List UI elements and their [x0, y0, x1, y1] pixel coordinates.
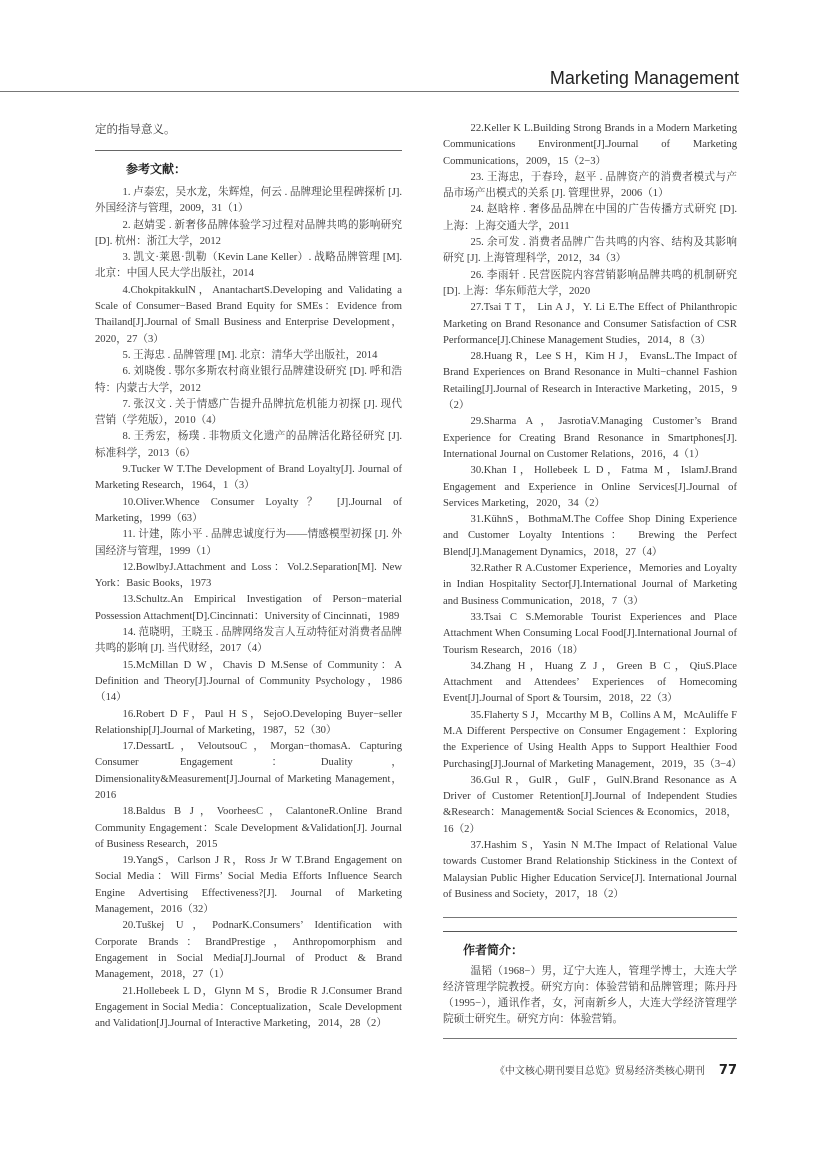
running-header-title: Marketing Management — [549, 68, 739, 88]
page-footer — [0, 1063, 737, 1080]
author-bio-box — [443, 917, 737, 1039]
references-heading: 参考文献： — [126, 162, 187, 176]
bio-divider-top — [443, 917, 737, 918]
reference-entry: 20.Tuškej U，PodnarK.Consumers’ Identification with Corporate Brands：BrandPrestige，Anthropomorphism and Engagement in Social Media[J].Journal of Product & Brand Management，2018，27（1） — [95, 920, 402, 981]
reference-entry: 36.Gul R，GulR，GulF，GulN.Brand Resonance as A Driver of Customer Retention[J].Journal of Independent Studies &Research：Management& Social Sciences & Economics，2018，16（2） — [443, 774, 737, 835]
reference-entry: 33.Tsai C S.Memorable Tourist Experiences and Place Attachment When Consuming Local Food[J].International Journal of Tourism Research，2016（18） — [443, 611, 737, 656]
reference-entry: 3. 凯文·莱恩·凯勒（Kevin Lane Keller）. 战略品牌管理 [M]. 北京：中国人民大学出版社，2014 — [95, 252, 402, 280]
body-text-end: 定的指导意义。 — [95, 124, 176, 136]
reference-entry: 15.McMillan D W，Chavis D M.Sense of Community：A Definition and Theory[J].Journal of Community Psychology，1986（14） — [95, 659, 402, 704]
reference-entry: 11. 计建，陈小平 . 品牌忠诚度行为——情感模型初探 [J]. 外国经济与管理，1999（1） — [95, 529, 402, 557]
reference-entry: 25. 余可发 . 消费者品牌广告共鸣的内容、结构及其影响研究 [J]. 上海管理科学，2012，34（3） — [443, 237, 737, 265]
reference-entry: 26. 李雨轩 . 民营医院内容营销影响品牌共鸣的机制研究 [D]. 上海：华东师范大学，2020 — [443, 269, 737, 297]
reference-entry: 5. 王海忠 . 品牌管理 [M]. 北京：清华大学出版社，2014 — [122, 349, 378, 361]
reference-entry: 18.Baldus B J，VoorheesC，CalantoneR.Online Brand Community Engagement：Scale Development &Validation[J]. Journal of Business Research，2015 — [95, 806, 402, 850]
bio-divider-top-inner — [443, 931, 737, 932]
reference-entry: 17.DessartL，VeloutsouC，Morgan−thomasA. Capturing Consumer Engagement：Duality，Dimensionality&Measurement[J].Journal of Marketing Management，2016 — [95, 741, 402, 801]
footer-journal-label: 《中文核心期刊要目总览》贸易经济类核心期刊 — [494, 1066, 705, 1078]
reference-entry: 30.Khan I，Hollebeek L D，Fatma M，IslamJ.Brand Engagement and Experience in Online Services[J].Journal of Services Marketing，2020，34（2） — [443, 465, 737, 509]
reference-entry: 21.Hollebeek L D，Glynn M S，Brodie R J.Consumer Brand Engagement in Social Media：Conceptualization，Scale Development and Validation[J].Journal of Interactive Marketing，2014，28（2） — [95, 985, 402, 1030]
page-number: 77 — [718, 1063, 737, 1079]
reference-entry: 10.Oliver.Whence Consumer Loyalty？ [J].Journal of Marketing，1999（63） — [95, 496, 402, 524]
right-column — [443, 121, 743, 1039]
reference-entry: 22.Keller K L.Building Strong Brands in a Modern Marketing Communications Environment[J].Journal of Marketing Communications，2009，15（2−3） — [443, 123, 737, 167]
reference-entry: 12.BowlbyJ.Attachment and Loss：Vol.2.Separation[M]. New York：Basic Books，1973 — [95, 561, 402, 590]
reference-entry: 32.Rather R A.Customer Experience，Memories and Loyalty in Indian Hospitality Sector[J].International Journal of Marketing and Business Communication，2018，7（3） — [443, 563, 737, 607]
reference-entry: 9.Tucker W T.The Development of Brand Loyalty[J]. Journal of Marketing Research，1964，1（3） — [95, 464, 402, 492]
references-divider — [95, 150, 402, 151]
reference-entry: 35.Flaherty S J，Mccarthy M B，Collins A M，McAuliffe F M.A Different Perspective on Consumer Engagement：Exploring the Experience of Using Health Apps to Support Healthier Food Purchasing[J].Journal of Marketing Management，2019，35（3−4） — [443, 709, 743, 770]
reference-entry: 7. 张汉文 . 关于情感广告提升品牌抗危机能力初探 [J]. 现代营销（学苑版），2010（4） — [95, 398, 402, 427]
reference-entry: 34.Zhang H，Huang Z J，Green B C，QiuS.Place Attachment and Attendees’ Experiences of Homecoming Event[J].Journal of Sport & Toursim，2018，22（3） — [443, 660, 737, 705]
author-heading: 作者简介： — [463, 943, 524, 958]
references-list-right — [443, 121, 743, 903]
reference-entry: 19.YangS，Carlson J R，Ross Jr W T.Brand Engagement on Social Media：Will Firms’ Social Media Efforts Influence Search Engine Advertising Effectiveness?[J]. Journal of Marketing Management，2016（32） — [95, 855, 402, 916]
reference-entry: 27.Tsai T T， Lin A J，Y. Li E.The Effect of Philanthropic Marketing on Brand Resonance and Consumer Satisfaction of CSR Performance[J].Chinese Management Studies，2014，8（3） — [443, 302, 737, 346]
left-column — [95, 121, 402, 1032]
reference-entry: 6. 刘晓俊 . 鄂尔多斯农村商业银行品牌建设研究 [D]. 呼和浩特：内蒙古大学，2012 — [95, 366, 402, 394]
reference-entry: 1. 卢泰宏，吴水龙，朱辉煌，何云 . 品牌理论里程碑探析 [J]. 外国经济与管理，2009，31（1） — [95, 187, 402, 215]
reference-entry: 13.Schultz.An Empirical Investigation of Person−material Possession Attachment[D].Cincinnati：University of Cincinnati，1989 — [95, 594, 402, 622]
reference-entry: 8. 王秀宏，杨璞 . 非物质文化遗产的品牌活化路径研究 [J]. 标准科学，2013（6） — [95, 431, 402, 459]
reference-entry: 31.KühnS，BothmaM.The Coffee Shop Dining Experience and Customer Loyalty Intentions： Brewing the Perfect Blend[J].Management Dynamics，2018，27（4） — [443, 514, 737, 558]
author-bio: 温韬（1968−）男，辽宁大连人，管理学博士，大连大学经济管理学院教授。研究方向：体验营销和品牌管理；陈丹丹（1995−），通讯作者，女，河南新乡人，大连大学经济管理学院硕士研究生。研究方向：体验营销。 — [443, 966, 737, 1026]
reference-entry: 16.Robert D F，Paul H S，SejoO.Developing Buyer−seller Relationship[J].Journal of Marketing，1987，52（30） — [95, 708, 402, 736]
reference-entry: 37.Hashim S，Yasin N M.The Impact of Relational Value towards Customer Brand Relationship Stickiness in the Context of Malaysian Public Higher Education Service[J]. International Journal of Business and Society，2017，18（2） — [443, 840, 737, 900]
reference-entry: 4.ChokpitakkulN，AnantachartS.Developing and Validating a Scale of Consumer−Based Brand Equity for SMEs：Evidence from Thailand[J].Journal of Small Business and Enterprise Development，2020，27（3） — [95, 284, 402, 345]
reference-entry: 28.Huang R，Lee S H，Kim H J， EvansL.The Impact of Brand Experiences on Brand Resonance in Multi−channel Fashion Retailing[J].Journal of Research in Interactive Marketing，2015，9（2） — [443, 351, 737, 412]
reference-entry: 23. 王海忠，于春玲，赵平 . 品牌资产的消费者模式与产品市场产出模式的关系 [J]. 管理世界，2006（1） — [443, 171, 737, 200]
reference-entry: 24. 赵晗梓 . 奢侈品品牌在中国的广告传播方式研究 [D]. 上海：上海交通大学，2011 — [443, 204, 737, 232]
references-list-left — [95, 185, 402, 1032]
reference-entry: 14. 范晓明，王晓玉 . 品牌网络发言人互动特征对消费者品牌共鸣的影响 [J]. 当代财经，2017（4） — [95, 627, 402, 655]
reference-entry: 29.Sharma A，JasrotiaV.Managing Customer’s Brand Experience for Creating Brand Resonance in Smartphones[J]. International Journal on Customer Relations，2016，4（1） — [443, 416, 737, 460]
reference-entry: 2. 赵婧雯 . 新奢侈品牌体验学习过程对品牌共鸣的影响研究 [D]. 杭州：浙江大学，2012 — [95, 219, 402, 247]
page-body — [95, 0, 743, 1039]
bio-divider-bottom — [443, 1038, 737, 1039]
